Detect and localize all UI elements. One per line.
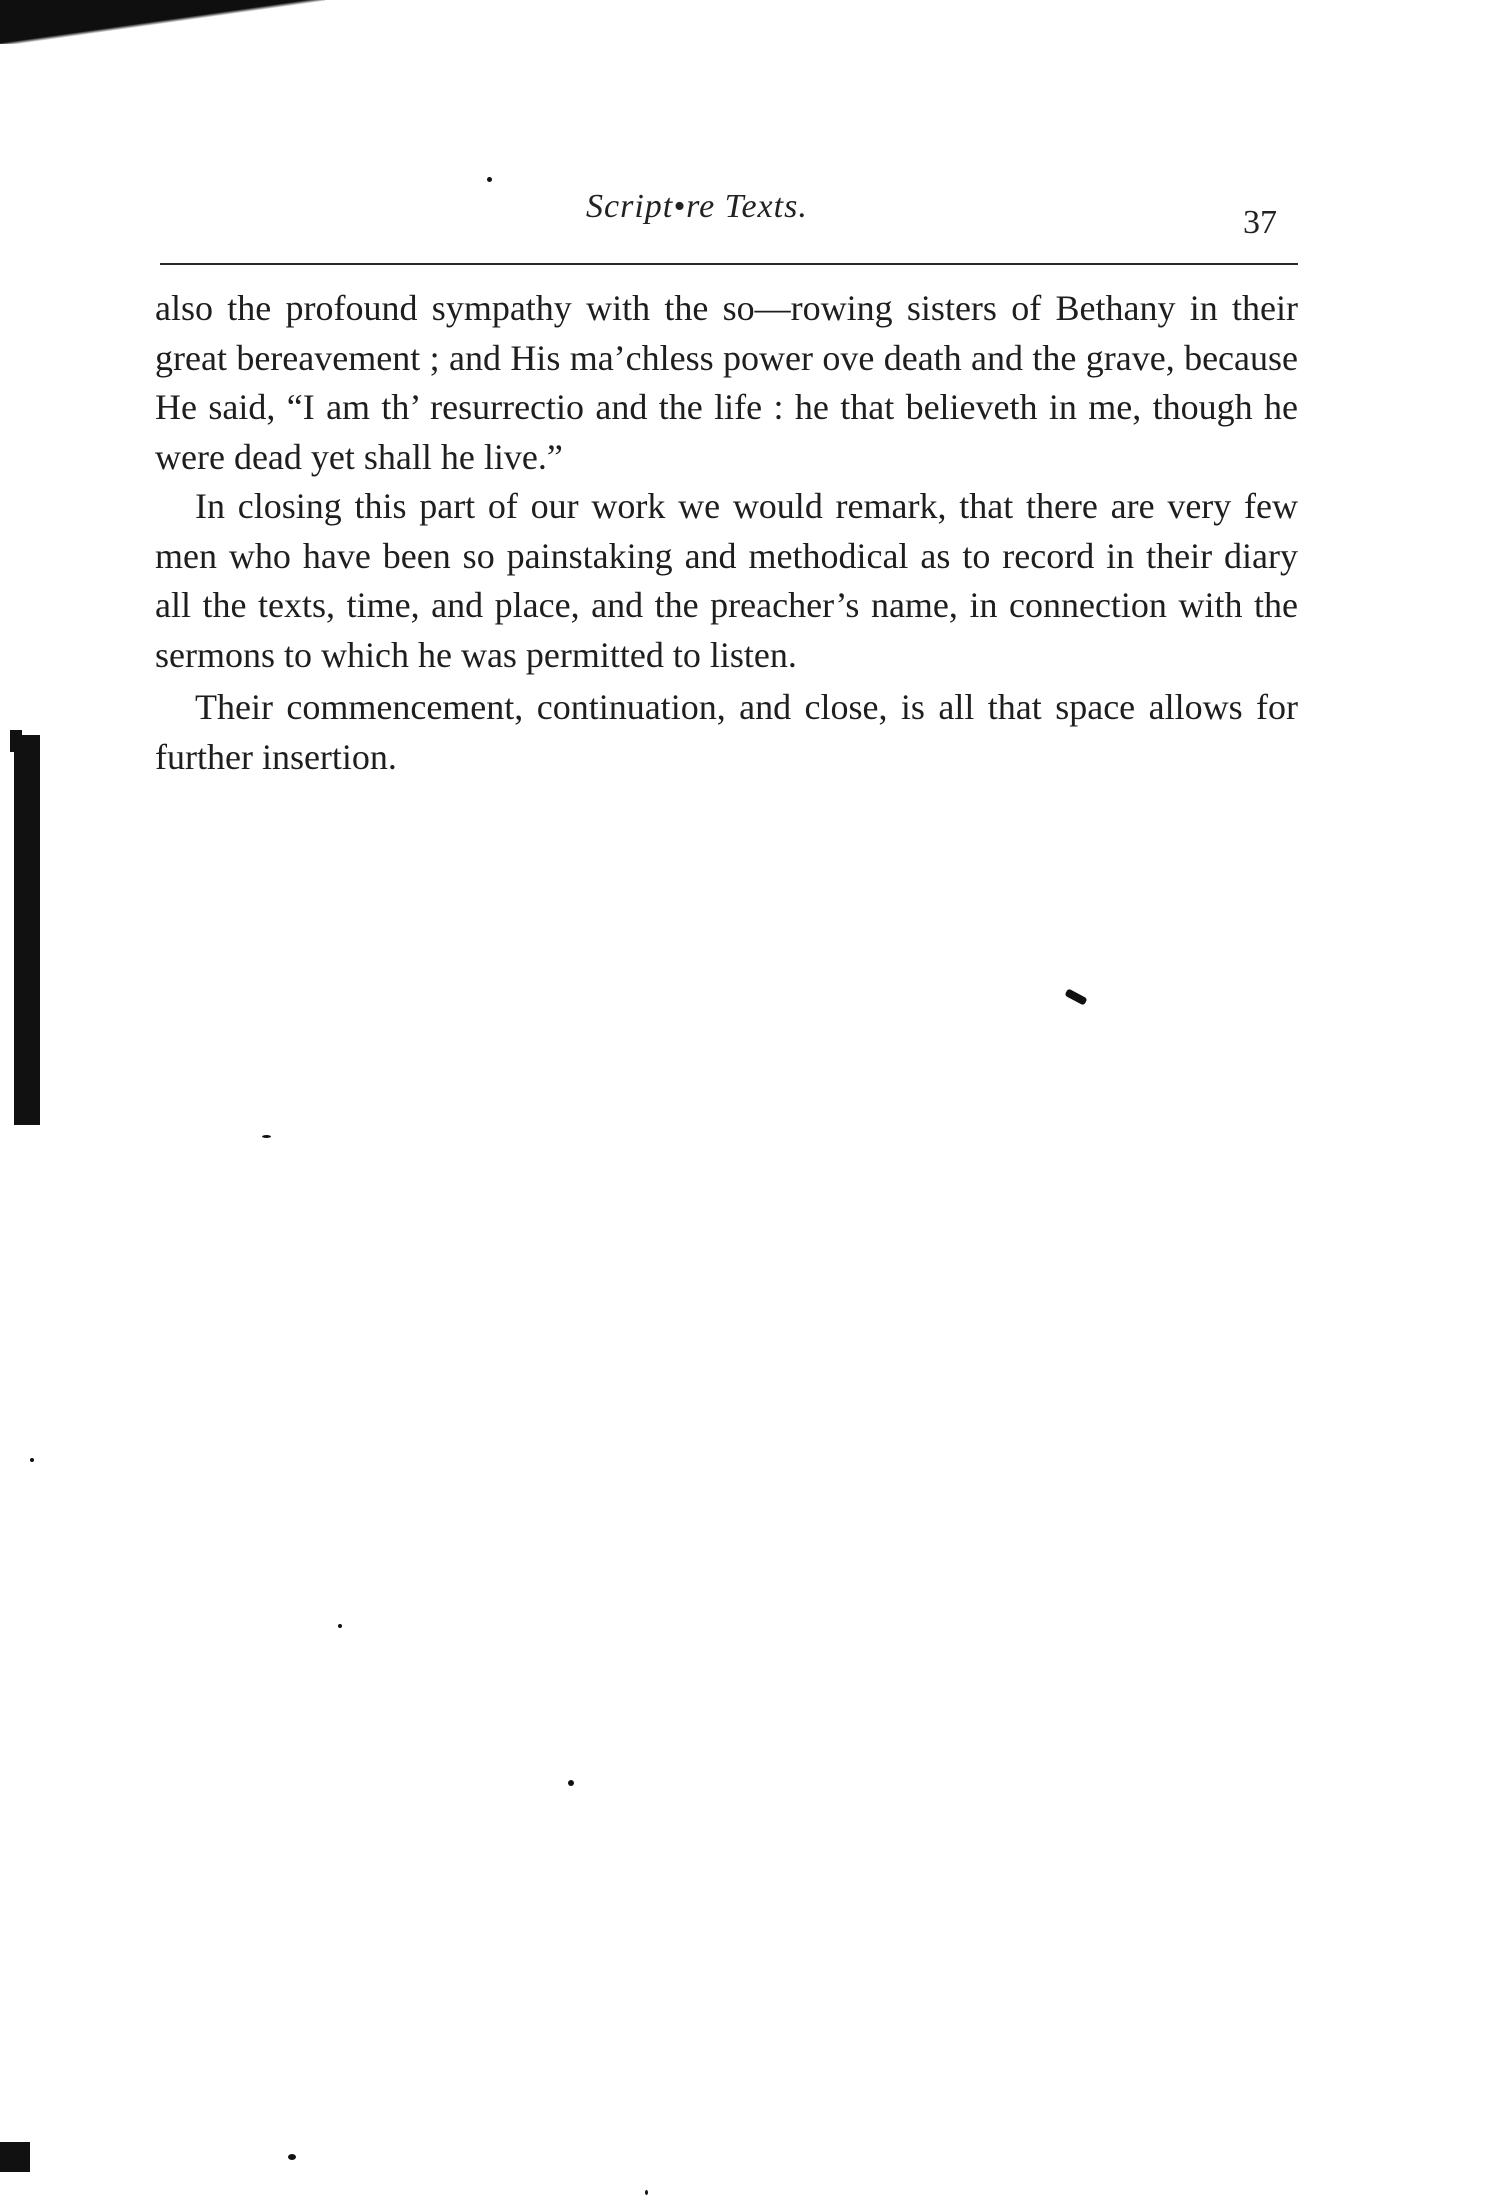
ink-speck [487,177,492,182]
ink-dash-mark [1064,988,1087,1005]
ink-speck [30,1458,34,1462]
ink-speck [288,2154,296,2160]
scan-streak-top [0,0,325,44]
ink-speck [262,1135,271,1138]
page-number: 37 [1243,204,1277,241]
paragraph: In closing this part of our work we would remark, that there are very few men who have been so painstaking and methodical as to record in their diary all the texts, time, and place, and the preacher’s name, in connection with the sermons to which he was permitted to listen. [155,486,1298,675]
paragraph: Their commencement, continuation, and close, is all that space allows for further insertion. [155,687,1298,777]
scan-bar-left [14,735,40,1125]
ink-speck [568,1780,574,1786]
scan-mark-bottom-left [0,2142,30,2172]
body-text [155,284,1298,782]
ink-speck [338,1624,342,1628]
running-title: Script•re Texts. [586,188,808,225]
header-rule [160,263,1298,265]
paragraph: also the profound sympathy with the so—rowing sisters of Bethany in their great bereavement ; and His ma’chless power ove death and the grave, because He said, “I am th’ resurrectio and the life : he that believeth in me, though he were dead yet shall he live.” [155,288,1298,477]
ink-speck [645,2190,648,2195]
